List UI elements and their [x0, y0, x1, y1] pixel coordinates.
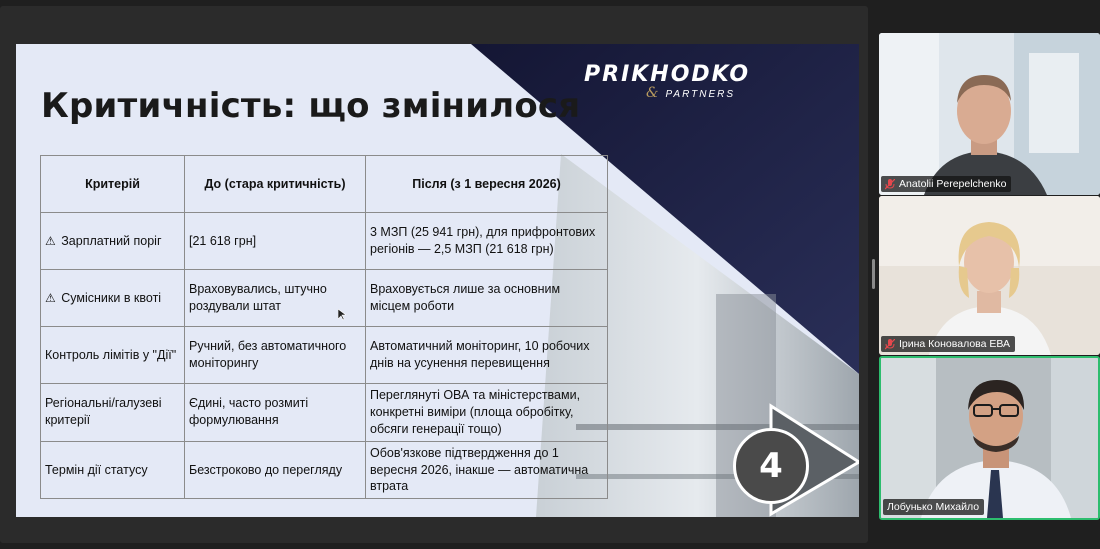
- participant-name-tag: [883, 499, 984, 515]
- participant-tile[interactable]: [879, 196, 1100, 355]
- criterion-text: Зарплатний поріг: [61, 233, 162, 248]
- criterion-cell: [41, 213, 185, 270]
- table-row: [41, 213, 608, 270]
- panel-resize-handle[interactable]: [872, 259, 875, 289]
- before-cell: Ручний, без автоматичного моніторингу: [185, 327, 366, 384]
- table-header: Критерій: [41, 156, 185, 213]
- logo-ampersand: &: [646, 85, 660, 101]
- table-header: Після (з 1 вересня 2026): [366, 156, 608, 213]
- participant-tile-active[interactable]: [879, 356, 1100, 520]
- participant-name-tag: [881, 176, 1011, 192]
- criterion-cell: Регіональні/галузеві критерії: [41, 384, 185, 442]
- before-cell: Безстроково до перегляду: [185, 441, 366, 499]
- participant-name: Ірина Коновалова ЕВА: [899, 338, 1011, 350]
- table-header: До (стара критичність): [185, 156, 366, 213]
- criterion-cell: Контроль лімітів у "Дії": [41, 327, 185, 384]
- mic-off-icon: [885, 339, 895, 350]
- slide-page-number: 4: [733, 428, 809, 504]
- presentation-slide: [16, 44, 859, 517]
- after-cell: Обов'язкове підтвердження до 1 вересня 2026, інакше — автоматична втрата: [366, 441, 608, 499]
- screen-share-area: [0, 6, 868, 543]
- logo-sub-text: [646, 85, 735, 101]
- after-cell: Автоматичний моніторинг, 10 робочих днів на усунення перевищення: [366, 327, 608, 384]
- table-header-row: [41, 156, 608, 213]
- participant-video: [879, 33, 1100, 195]
- before-cell: Єдині, часто розмиті формулювання: [185, 384, 366, 442]
- logo-main-text: PRIKHODKO: [584, 62, 751, 87]
- before-cell: Враховувались, штучно роздували штат: [185, 270, 366, 327]
- company-logo: [584, 62, 848, 102]
- table-row: [41, 327, 608, 384]
- slide-title: Критичність: що змінилося: [41, 86, 581, 126]
- logo-partners: PARTNERS: [665, 89, 735, 100]
- participant-name: Anatolii Perepelchenko: [899, 178, 1007, 190]
- criterion-text: Сумісники в квоті: [61, 290, 162, 305]
- after-cell: 3 МЗП (25 941 грн), для прифронтових регіонів — 2,5 МЗП (21 618 грн): [366, 213, 608, 270]
- table-row: [41, 270, 608, 327]
- criterion-cell: Термін дії статусу: [41, 441, 185, 499]
- criterion-cell: [41, 270, 185, 327]
- participant-name-tag: [881, 336, 1015, 352]
- warning-icon: ⚠: [45, 233, 56, 248]
- table-row: [41, 384, 608, 442]
- before-cell: [21 618 грн]: [185, 213, 366, 270]
- after-cell: Переглянуті ОВА та міністерствами, конкретні виміри (площа обробітку, обсяги генерації тощо): [366, 384, 608, 442]
- participant-video: [879, 196, 1100, 355]
- participant-video: [881, 358, 1098, 518]
- participant-name: Лобунько Михайло: [887, 501, 980, 513]
- after-cell: Враховується лише за основним місцем роботи: [366, 270, 608, 327]
- mouse-cursor-icon: [338, 309, 346, 321]
- criteria-table: [40, 155, 608, 499]
- table-row: [41, 441, 608, 499]
- warning-icon: ⚠: [45, 290, 56, 305]
- participant-tile[interactable]: [879, 33, 1100, 195]
- mic-off-icon: [885, 179, 895, 190]
